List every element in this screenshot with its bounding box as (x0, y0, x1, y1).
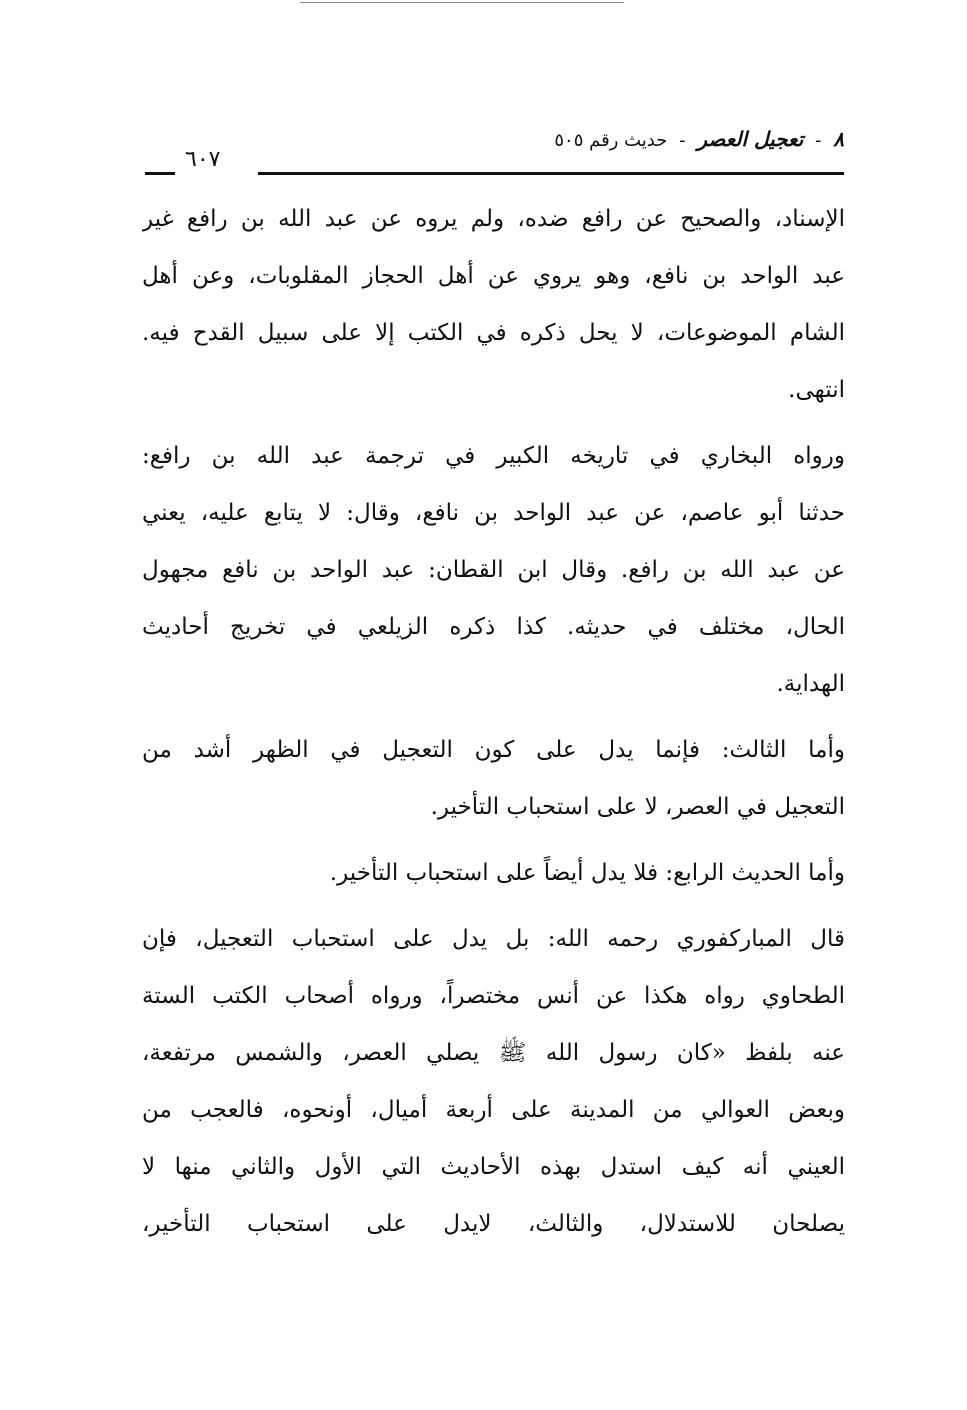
text-line: الهداية. (776, 671, 845, 697)
header-rule (258, 172, 844, 175)
chapter-title: تعجيل العصر (697, 127, 804, 151)
header-separator: - (679, 130, 686, 151)
paragraph-gap (142, 419, 845, 428)
paragraph-gap (142, 902, 845, 911)
text-line: الحال، مختلف في حديثه. كذا ذكره الزيلعي في تخريج أحاديث (142, 614, 845, 640)
paragraph-gap (142, 713, 845, 722)
text-line: وبعض العوالي من المدينة على أربعة أميال، أونحوه، فالعجب من (142, 1097, 845, 1123)
header-separator: - (815, 130, 822, 151)
text-line: وأما الحديث الرابع: فلا يدل أيضاً على استحباب التأخير. (329, 860, 845, 886)
text-line: قال المباركفوري رحمه الله: بل يدل على استحباب التعجيل، فإن (142, 926, 845, 952)
top-rule (300, 2, 624, 3)
text-line: عنه بلفظ «كان رسول الله ﷺ يصلي العصر، والشمس مرتفعة، (142, 1040, 845, 1066)
text-line: يصلحان للاستدلال، والثالث، لايدل على استحباب التأخير، (142, 1211, 845, 1237)
paragraph-gap (142, 836, 845, 845)
text-line: التعجيل في العصر، لا على استحباب التأخير. (430, 794, 845, 820)
page-number-rule (145, 172, 175, 175)
text-line: الإسناد، والصحيح عن رافع ضده، ولم يروه عن عبد الله بن رافع غير (142, 206, 845, 232)
text-line: عن عبد الله بن رافع. وقال ابن القطان: عبد الواحد بن نافع مجهول (142, 557, 845, 583)
text-line: ورواه البخاري في تاريخه الكبير في ترجمة عبد الله بن رافع: (142, 443, 845, 469)
chapter-number: ٨ (833, 127, 844, 151)
text-line: الشام الموضوعات، لا يحل ذكره في الكتب إلا على سبيل القدح فيه. (142, 320, 845, 346)
page-number: ٦٠٧ (185, 147, 221, 172)
body-text (142, 191, 845, 1253)
text-line: العيني أنه كيف استدل بهذه الأحاديث التي الأول والثاني منها لا (142, 1154, 845, 1180)
text-line: حدثنا أبو عاصم، عن عبد الواحد بن نافع، وقال: لا يتابع عليه، يعني (142, 500, 845, 526)
running-head (554, 124, 844, 156)
hadith-reference: حديث رقم ٥٠٥ (554, 130, 668, 151)
text-line: الطحاوي رواه هكذا عن أنس مختصراً، ورواه أصحاب الكتب الستة (142, 983, 845, 1009)
text-line: وأما الثالث: فإنما يدل على كون التعجيل في الظهر أشد من (142, 737, 845, 763)
text-line: عبد الواحد بن نافع، وهو يروي عن أهل الحجاز المقلوبات، وعن أهل (142, 263, 845, 289)
text-line: انتهى. (788, 377, 845, 403)
